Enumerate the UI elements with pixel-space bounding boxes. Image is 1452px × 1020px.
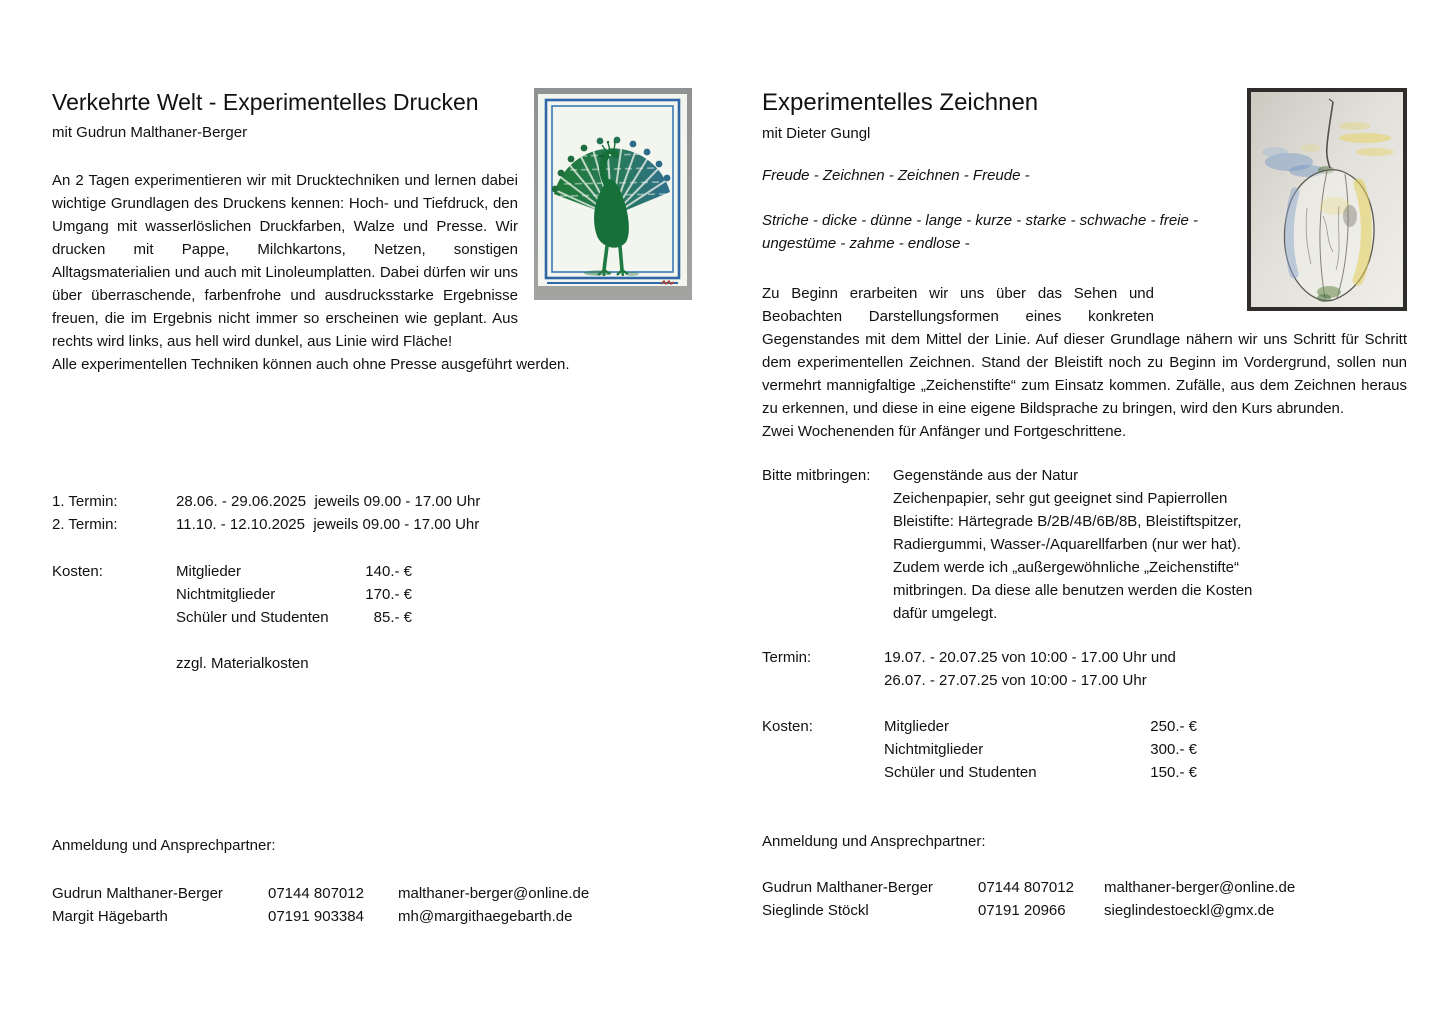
costs-price: 150.- € bbox=[1150, 764, 1197, 781]
bring-item: mitbringen. Da diese alle benutzen werden die Kosten bbox=[893, 582, 1253, 599]
course-instructor: mit Dieter Gungl bbox=[762, 125, 871, 142]
contact-phone: 07191 903384 bbox=[268, 908, 364, 925]
contact-email: malthaner-berger@online.de bbox=[1104, 879, 1296, 896]
costs-item: Nichtmitglieder bbox=[176, 586, 276, 603]
course-instructor: mit Gudrun Malthaner-Berger bbox=[52, 124, 248, 141]
schedule-label: Termin: bbox=[762, 649, 812, 666]
bring-label-spacer bbox=[762, 510, 893, 533]
peacock-print-photo bbox=[534, 88, 692, 307]
costs-label-spacer bbox=[762, 761, 884, 784]
costs-price: 250.- € bbox=[1150, 718, 1197, 735]
costs-table bbox=[762, 715, 1407, 784]
material-costs-note: zzgl. Materialkosten bbox=[176, 655, 309, 672]
ground-smudge bbox=[625, 272, 639, 276]
bring-label: Bitte mitbringen: bbox=[762, 467, 871, 484]
seedpod-watercolor-photo bbox=[1247, 88, 1407, 318]
schedule-table bbox=[52, 490, 692, 536]
gray-smudge bbox=[1343, 205, 1357, 227]
contact-heading: Anmeldung und Ansprechpartner: bbox=[762, 833, 986, 850]
contact-name: Margit Hägebarth bbox=[52, 908, 168, 925]
schedule-label: 2. Termin: bbox=[52, 516, 118, 533]
contact-name: Sieglinde Stöckl bbox=[762, 902, 869, 919]
contacts-table bbox=[762, 876, 1407, 922]
peacock-eye bbox=[609, 154, 611, 156]
course-description: An 2 Tagen experimentieren wir mit Drucktechniken und lernen dabei wichtige Grundlagen des Druckens kennen: Hoch- und Tiefdruck, den Umgang mit wasserlöslichen Druckfarben, Walze und Presse. Wir drucken mit Pappe, Milchkartons, Netzen, sonstigen Alltagsmaterialien und auch mit Linoleumplatten. Dabei dürfen wir uns über überraschende, farbenfrohe und ausdrucksstarke Ergebnisse freuen, die im Ergebnis nicht immer so erscheinen wie geplant. Aus rechts wird links, aus hell wird dunkel, aus Linie wird Fläche! bbox=[52, 172, 518, 350]
costs-price: 300.- € bbox=[1150, 741, 1197, 758]
course-description: Gegenstandes mit dem Mittel der Linie. Auf dieser Grundlage nähern wir uns Schritt für Schritt dem experimentellen Zeichnen. Stand der Bleistift noch zu Beginn im Vordergrund, sollen nun vermehrt mannigfaltige „Zeichenstifte“ zum Einsatz kommen. Zufälle, aus dem Zeichnen heraus zu erkennen, und diese in eine eigene Bildsprache zu bringen, wird den Kurs abrunden. bbox=[762, 331, 1407, 417]
bottom-green-tip bbox=[1317, 294, 1331, 302]
course-section-drucken bbox=[52, 88, 692, 928]
schedule-label-spacer bbox=[762, 669, 884, 692]
schedule-value: 26.07. - 27.07.25 von 10:00 - 17.00 Uhr bbox=[884, 672, 1147, 689]
course-title-zeichnen: Experimentelles Zeichnen bbox=[762, 89, 1039, 116]
costs-label: Kosten: bbox=[52, 563, 103, 580]
bring-item: Radiergummi, Wasser-/Aquarellfarben (nur wer hat). bbox=[893, 536, 1241, 553]
peacock-print-image bbox=[534, 88, 692, 300]
costs-item: Nichtmitglieder bbox=[884, 741, 984, 758]
schedule-value: 19.07. - 20.07.25 von 10:00 - 17.00 Uhr und bbox=[884, 649, 1176, 666]
bring-item: dafür umgelegt. bbox=[893, 605, 998, 622]
contact-email: mh@margithaegebarth.de bbox=[398, 908, 573, 925]
bring-label-spacer bbox=[762, 579, 893, 602]
bring-item: Gegenstände aus der Natur bbox=[893, 467, 1079, 484]
costs-price: 140.- € bbox=[365, 563, 412, 580]
course-description-note: Zwei Wochenenden für Anfänger und Fortgeschrittene. bbox=[762, 423, 1127, 440]
schedule-table bbox=[762, 646, 1407, 692]
bring-item: Zeichenpapier, sehr gut geeignet sind Papierrollen bbox=[893, 490, 1228, 507]
seedpod-watercolor-image bbox=[1247, 88, 1407, 311]
course-title-drucken: Verkehrte Welt - Experimentelles Drucken bbox=[52, 89, 479, 115]
contact-phone: 07191 20966 bbox=[978, 902, 1066, 919]
costs-label-spacer bbox=[762, 738, 884, 761]
course-section-zeichnen bbox=[762, 88, 1407, 922]
course-description-note: Alle experimentellen Techniken können auch ohne Presse ausgeführt werden. bbox=[52, 356, 570, 373]
costs-item: Schüler und Studenten bbox=[176, 609, 329, 626]
course-description-intro: Zu Beginn erarbeiten wir uns über das Sehen und Beobachten Darstellungsformen eines konkreten bbox=[762, 285, 1154, 325]
crest-dot bbox=[614, 141, 617, 144]
bring-item: Zudem werde ich „außergewöhnliche „Zeichenstifte“ bbox=[893, 559, 1239, 576]
costs-table bbox=[52, 560, 692, 629]
bring-item: Bleistifte: Härtegrade B/2B/4B/6B/8B, Bleistiftspitzer, bbox=[893, 513, 1242, 530]
contact-heading: Anmeldung und Ansprechpartner: bbox=[52, 837, 276, 854]
contact-email: malthaner-berger@online.de bbox=[398, 885, 590, 902]
contact-name: Gudrun Malthaner-Berger bbox=[762, 879, 933, 896]
contact-email: sieglindestoeckl@gmx.de bbox=[1104, 902, 1275, 919]
schedule-label: 1. Termin: bbox=[52, 493, 118, 510]
contact-phone: 07144 807012 bbox=[268, 885, 364, 902]
costs-price: 170.- € bbox=[365, 586, 412, 603]
crest-dot bbox=[607, 141, 610, 144]
contact-name: Gudrun Malthaner-Berger bbox=[52, 885, 223, 902]
course-motto-2: Striche - dicke - dünne - lange - kurze - starke - schwache - freie - ungestüme - zahme - endlose - bbox=[762, 212, 1198, 252]
course-motto-1: Freude - Zeichnen - Zeichnen - Freude - bbox=[762, 167, 1030, 184]
bring-label-spacer bbox=[762, 487, 893, 510]
costs-item: Mitglieder bbox=[884, 718, 950, 735]
schedule-value: 28.06. - 29.06.2025 jeweils 09.00 - 17.00 Uhr bbox=[176, 493, 481, 510]
costs-label: Kosten: bbox=[762, 718, 813, 735]
contacts-table bbox=[52, 882, 692, 928]
costs-label-spacer bbox=[52, 606, 176, 629]
bring-list bbox=[762, 464, 1407, 625]
bring-label-spacer bbox=[762, 602, 893, 625]
costs-item: Schüler und Studenten bbox=[884, 764, 1037, 781]
costs-price: 85.- € bbox=[373, 609, 412, 626]
bring-label-spacer bbox=[762, 556, 893, 579]
contact-phone: 07144 807012 bbox=[978, 879, 1074, 896]
ground-smudge bbox=[584, 270, 612, 275]
costs-item: Mitglieder bbox=[176, 563, 242, 580]
costs-label-spacer bbox=[52, 583, 176, 606]
schedule-value: 11.10. - 12.10.2025 jeweils 09.00 - 17.00 Uhr bbox=[176, 516, 480, 533]
bring-label-spacer bbox=[762, 533, 893, 556]
